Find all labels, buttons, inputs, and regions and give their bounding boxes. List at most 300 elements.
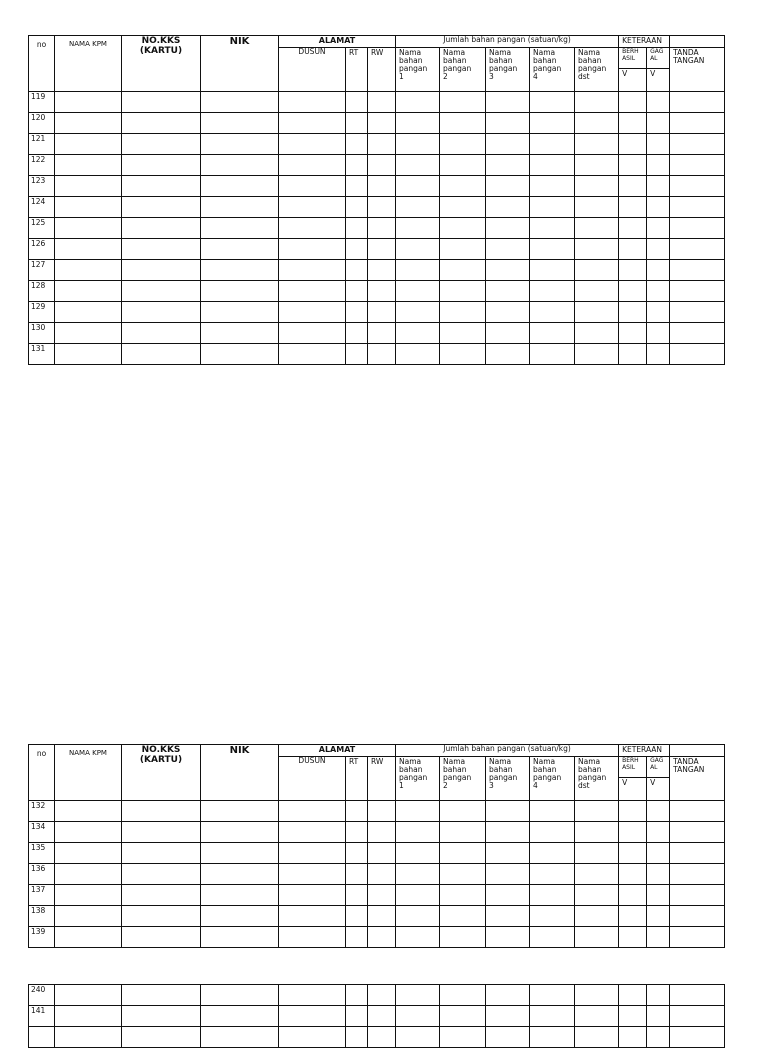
table-cell[interactable]	[346, 985, 368, 1006]
table-cell[interactable]	[575, 801, 619, 822]
table-cell[interactable]	[201, 113, 279, 134]
table-cell[interactable]	[486, 801, 530, 822]
table-cell[interactable]	[647, 155, 670, 176]
table-cell[interactable]	[619, 1027, 647, 1048]
table-cell[interactable]	[396, 260, 440, 281]
table-cell[interactable]	[670, 927, 725, 948]
table-cell[interactable]	[396, 1027, 440, 1048]
table-cell[interactable]	[530, 801, 575, 822]
table-cell[interactable]	[55, 176, 122, 197]
table-cell[interactable]	[670, 906, 725, 927]
table-cell[interactable]	[55, 344, 122, 365]
table-cell[interactable]	[368, 323, 396, 344]
table-cell[interactable]	[122, 302, 201, 323]
table-cell[interactable]	[368, 281, 396, 302]
table-cell[interactable]	[647, 134, 670, 155]
table-cell[interactable]	[55, 864, 122, 885]
table-cell[interactable]	[619, 323, 647, 344]
table-cell[interactable]	[55, 843, 122, 864]
table-cell[interactable]	[122, 323, 201, 344]
table-cell[interactable]	[122, 885, 201, 906]
table-cell[interactable]	[670, 985, 725, 1006]
table-cell[interactable]	[530, 927, 575, 948]
table-cell[interactable]	[346, 843, 368, 864]
table-cell[interactable]	[55, 927, 122, 948]
table-cell[interactable]	[201, 260, 279, 281]
table-cell[interactable]	[575, 302, 619, 323]
table-cell[interactable]	[486, 134, 530, 155]
table-cell[interactable]	[647, 113, 670, 134]
table-cell[interactable]	[396, 344, 440, 365]
table-cell[interactable]	[530, 906, 575, 927]
table-cell[interactable]	[279, 1027, 346, 1048]
table-cell[interactable]	[647, 885, 670, 906]
table-cell[interactable]	[346, 1027, 368, 1048]
table-cell[interactable]	[346, 864, 368, 885]
table-cell[interactable]	[575, 1006, 619, 1027]
table-cell[interactable]	[201, 302, 279, 323]
table-cell[interactable]	[346, 155, 368, 176]
table-cell[interactable]	[201, 134, 279, 155]
table-cell[interactable]	[486, 323, 530, 344]
table-cell[interactable]	[122, 155, 201, 176]
table-cell[interactable]	[530, 985, 575, 1006]
table-cell[interactable]	[201, 218, 279, 239]
table-cell[interactable]	[122, 260, 201, 281]
table-cell[interactable]	[619, 155, 647, 176]
table-cell[interactable]	[201, 344, 279, 365]
table-cell[interactable]	[619, 822, 647, 843]
table-cell[interactable]	[486, 843, 530, 864]
table-cell[interactable]	[440, 281, 486, 302]
table-cell[interactable]	[122, 281, 201, 302]
table-cell[interactable]	[575, 92, 619, 113]
table-cell[interactable]	[279, 134, 346, 155]
table-cell[interactable]	[201, 927, 279, 948]
table-cell[interactable]	[55, 281, 122, 302]
table-cell[interactable]	[647, 302, 670, 323]
table-cell[interactable]	[575, 344, 619, 365]
table-cell[interactable]	[440, 906, 486, 927]
table-cell[interactable]	[486, 864, 530, 885]
table-cell[interactable]	[368, 906, 396, 927]
table-cell[interactable]	[55, 1027, 122, 1048]
table-cell[interactable]	[670, 281, 725, 302]
table-cell[interactable]	[619, 239, 647, 260]
table-cell[interactable]	[486, 281, 530, 302]
table-cell[interactable]	[279, 218, 346, 239]
table-cell[interactable]	[201, 885, 279, 906]
table-cell[interactable]	[368, 985, 396, 1006]
table-cell[interactable]	[346, 134, 368, 155]
table-cell[interactable]	[440, 885, 486, 906]
table-cell[interactable]	[670, 885, 725, 906]
table-cell[interactable]	[122, 197, 201, 218]
table-cell[interactable]	[575, 239, 619, 260]
table-cell[interactable]	[575, 113, 619, 134]
table-cell[interactable]	[279, 985, 346, 1006]
table-cell[interactable]	[486, 218, 530, 239]
table-cell[interactable]	[55, 113, 122, 134]
table-cell[interactable]	[122, 176, 201, 197]
table-cell[interactable]	[486, 985, 530, 1006]
table-cell[interactable]	[346, 885, 368, 906]
table-cell[interactable]	[346, 239, 368, 260]
table-cell[interactable]	[396, 1006, 440, 1027]
table-cell[interactable]	[396, 155, 440, 176]
table-cell[interactable]	[396, 864, 440, 885]
table-cell[interactable]	[122, 1027, 201, 1048]
table-cell[interactable]	[440, 822, 486, 843]
table-cell[interactable]	[122, 92, 201, 113]
table-cell[interactable]	[346, 281, 368, 302]
table-cell[interactable]	[647, 1027, 670, 1048]
table-cell[interactable]	[647, 92, 670, 113]
table-cell[interactable]	[368, 92, 396, 113]
table-cell[interactable]	[530, 344, 575, 365]
table-cell[interactable]	[279, 155, 346, 176]
table-cell[interactable]	[530, 218, 575, 239]
table-cell[interactable]	[440, 864, 486, 885]
table-cell[interactable]	[368, 218, 396, 239]
table-cell[interactable]	[201, 864, 279, 885]
table-cell[interactable]	[575, 134, 619, 155]
table-cell[interactable]	[396, 176, 440, 197]
table-cell[interactable]	[575, 985, 619, 1006]
table-cell[interactable]	[122, 801, 201, 822]
table-cell[interactable]	[440, 1006, 486, 1027]
table-cell[interactable]	[530, 92, 575, 113]
table-cell[interactable]	[279, 260, 346, 281]
table-cell[interactable]	[619, 281, 647, 302]
table-cell[interactable]	[619, 906, 647, 927]
table-cell[interactable]	[440, 197, 486, 218]
table-cell[interactable]	[486, 906, 530, 927]
table-cell[interactable]	[279, 197, 346, 218]
table-cell[interactable]	[530, 134, 575, 155]
table-cell[interactable]	[619, 92, 647, 113]
table-cell[interactable]	[55, 218, 122, 239]
table-cell[interactable]	[122, 843, 201, 864]
table-cell[interactable]	[201, 323, 279, 344]
table-cell[interactable]	[619, 302, 647, 323]
table-cell[interactable]	[55, 155, 122, 176]
table-cell[interactable]	[486, 1006, 530, 1027]
table-cell[interactable]	[440, 927, 486, 948]
table-cell[interactable]	[486, 1027, 530, 1048]
table-cell[interactable]	[368, 113, 396, 134]
table-cell[interactable]	[530, 260, 575, 281]
table-cell[interactable]	[486, 113, 530, 134]
table-cell[interactable]	[346, 323, 368, 344]
table-cell[interactable]	[619, 864, 647, 885]
table-cell[interactable]	[530, 885, 575, 906]
table-cell[interactable]	[486, 302, 530, 323]
table-cell[interactable]	[122, 218, 201, 239]
table-cell[interactable]	[575, 822, 619, 843]
table-cell[interactable]	[647, 801, 670, 822]
table-cell[interactable]	[619, 197, 647, 218]
table-cell[interactable]	[619, 843, 647, 864]
table-cell[interactable]	[396, 239, 440, 260]
table-cell[interactable]	[647, 239, 670, 260]
table-cell[interactable]	[647, 281, 670, 302]
table-cell[interactable]	[486, 239, 530, 260]
table-cell[interactable]	[647, 1006, 670, 1027]
table-cell[interactable]	[530, 864, 575, 885]
table-cell[interactable]	[201, 801, 279, 822]
table-cell[interactable]	[530, 197, 575, 218]
table-cell[interactable]	[440, 344, 486, 365]
table-cell[interactable]	[201, 906, 279, 927]
table-cell[interactable]	[122, 822, 201, 843]
table-cell[interactable]	[346, 260, 368, 281]
table-cell[interactable]	[346, 822, 368, 843]
table-cell[interactable]	[647, 927, 670, 948]
table-cell[interactable]	[575, 864, 619, 885]
table-cell[interactable]	[122, 134, 201, 155]
table-cell[interactable]	[396, 302, 440, 323]
table-cell[interactable]	[647, 176, 670, 197]
table-cell[interactable]	[346, 927, 368, 948]
table-cell[interactable]	[396, 985, 440, 1006]
table-cell[interactable]	[440, 801, 486, 822]
table-cell[interactable]	[346, 197, 368, 218]
table-cell[interactable]	[55, 197, 122, 218]
table-cell[interactable]	[122, 927, 201, 948]
table-cell[interactable]	[440, 92, 486, 113]
table-cell[interactable]	[396, 218, 440, 239]
table-cell[interactable]	[201, 92, 279, 113]
table-cell[interactable]	[670, 1006, 725, 1027]
table-cell[interactable]	[440, 134, 486, 155]
table-cell[interactable]	[440, 985, 486, 1006]
table-cell[interactable]	[55, 801, 122, 822]
table-cell[interactable]	[55, 260, 122, 281]
table-cell[interactable]	[619, 260, 647, 281]
table-cell[interactable]	[368, 134, 396, 155]
table-cell[interactable]	[670, 155, 725, 176]
table-cell[interactable]	[670, 344, 725, 365]
table-cell[interactable]	[486, 822, 530, 843]
table-cell[interactable]	[440, 113, 486, 134]
table-cell[interactable]	[122, 113, 201, 134]
table-cell[interactable]	[530, 843, 575, 864]
table-cell[interactable]	[440, 1027, 486, 1048]
table-cell[interactable]	[279, 801, 346, 822]
table-cell[interactable]	[440, 218, 486, 239]
table-cell[interactable]	[670, 864, 725, 885]
table-cell[interactable]	[530, 239, 575, 260]
table-cell[interactable]	[279, 92, 346, 113]
table-cell[interactable]	[368, 302, 396, 323]
table-cell[interactable]	[55, 134, 122, 155]
table-cell[interactable]	[279, 113, 346, 134]
table-cell[interactable]	[530, 822, 575, 843]
table-cell[interactable]	[279, 176, 346, 197]
table-cell[interactable]	[346, 218, 368, 239]
table-cell[interactable]	[279, 302, 346, 323]
table-cell[interactable]	[201, 155, 279, 176]
table-cell[interactable]	[122, 239, 201, 260]
table-cell[interactable]	[55, 302, 122, 323]
table-cell[interactable]	[55, 92, 122, 113]
table-cell[interactable]	[368, 885, 396, 906]
table-cell[interactable]	[575, 176, 619, 197]
table-cell[interactable]	[201, 1006, 279, 1027]
table-cell[interactable]	[647, 822, 670, 843]
table-cell[interactable]	[670, 801, 725, 822]
table-cell[interactable]	[368, 801, 396, 822]
table-cell[interactable]	[440, 239, 486, 260]
table-cell[interactable]	[670, 843, 725, 864]
table-cell[interactable]	[575, 843, 619, 864]
table-cell[interactable]	[575, 155, 619, 176]
table-cell[interactable]	[486, 197, 530, 218]
table-cell[interactable]	[201, 176, 279, 197]
table-cell[interactable]	[619, 176, 647, 197]
table-cell[interactable]	[647, 344, 670, 365]
table-cell[interactable]	[619, 218, 647, 239]
table-cell[interactable]	[279, 843, 346, 864]
table-cell[interactable]	[440, 176, 486, 197]
table-cell[interactable]	[201, 239, 279, 260]
table-cell[interactable]	[670, 323, 725, 344]
table-cell[interactable]	[486, 260, 530, 281]
table-cell[interactable]	[346, 344, 368, 365]
table-cell[interactable]	[647, 864, 670, 885]
table-cell[interactable]	[486, 885, 530, 906]
table-cell[interactable]	[670, 218, 725, 239]
table-cell[interactable]	[279, 927, 346, 948]
table-cell[interactable]	[670, 260, 725, 281]
table-cell[interactable]	[575, 218, 619, 239]
table-cell[interactable]	[670, 113, 725, 134]
table-cell[interactable]	[55, 985, 122, 1006]
table-cell[interactable]	[670, 197, 725, 218]
table-cell[interactable]	[346, 906, 368, 927]
table-cell[interactable]	[440, 155, 486, 176]
table-cell[interactable]	[368, 864, 396, 885]
table-cell[interactable]	[530, 1027, 575, 1048]
table-cell[interactable]	[396, 801, 440, 822]
table-cell[interactable]	[440, 843, 486, 864]
table-cell[interactable]	[396, 92, 440, 113]
table-cell[interactable]	[486, 344, 530, 365]
table-cell[interactable]	[440, 260, 486, 281]
table-cell[interactable]	[368, 344, 396, 365]
table-cell[interactable]	[575, 281, 619, 302]
table-cell[interactable]	[279, 864, 346, 885]
table-cell[interactable]	[575, 260, 619, 281]
table-cell[interactable]	[670, 239, 725, 260]
table-cell[interactable]	[279, 239, 346, 260]
table-cell[interactable]	[647, 197, 670, 218]
table-cell[interactable]	[530, 1006, 575, 1027]
table-cell[interactable]	[368, 260, 396, 281]
table-cell[interactable]	[201, 843, 279, 864]
table-cell[interactable]	[530, 302, 575, 323]
table-cell[interactable]	[440, 302, 486, 323]
table-cell[interactable]	[396, 906, 440, 927]
table-cell[interactable]	[670, 92, 725, 113]
table-cell[interactable]	[647, 843, 670, 864]
table-cell[interactable]	[619, 801, 647, 822]
table-cell[interactable]	[55, 239, 122, 260]
table-cell[interactable]	[619, 344, 647, 365]
table-cell[interactable]	[396, 927, 440, 948]
table-cell[interactable]	[575, 1027, 619, 1048]
table-cell[interactable]	[55, 906, 122, 927]
table-cell[interactable]	[670, 134, 725, 155]
table-cell[interactable]	[368, 155, 396, 176]
table-cell[interactable]	[530, 281, 575, 302]
table-cell[interactable]	[201, 197, 279, 218]
table-cell[interactable]	[396, 822, 440, 843]
table-cell[interactable]	[279, 344, 346, 365]
table-cell[interactable]	[670, 176, 725, 197]
table-cell[interactable]	[279, 822, 346, 843]
table-cell[interactable]	[647, 985, 670, 1006]
table-cell[interactable]	[530, 323, 575, 344]
table-cell[interactable]	[619, 134, 647, 155]
table-cell[interactable]	[122, 985, 201, 1006]
table-cell[interactable]	[346, 113, 368, 134]
table-cell[interactable]	[279, 281, 346, 302]
table-cell[interactable]	[619, 1006, 647, 1027]
table-cell[interactable]	[122, 344, 201, 365]
table-cell[interactable]	[396, 134, 440, 155]
table-cell[interactable]	[396, 113, 440, 134]
table-cell[interactable]	[396, 281, 440, 302]
table-cell[interactable]	[279, 885, 346, 906]
table-cell[interactable]	[122, 1006, 201, 1027]
table-cell[interactable]	[670, 1027, 725, 1048]
table-cell[interactable]	[201, 281, 279, 302]
table-cell[interactable]	[346, 801, 368, 822]
table-cell[interactable]	[647, 323, 670, 344]
table-cell[interactable]	[368, 1006, 396, 1027]
table-cell[interactable]	[201, 1027, 279, 1048]
table-cell[interactable]	[368, 176, 396, 197]
table-cell[interactable]	[619, 885, 647, 906]
table-cell[interactable]	[647, 260, 670, 281]
table-cell[interactable]	[647, 906, 670, 927]
table-cell[interactable]	[55, 822, 122, 843]
table-cell[interactable]	[368, 239, 396, 260]
table-cell[interactable]	[346, 302, 368, 323]
table-cell[interactable]	[486, 927, 530, 948]
table-cell[interactable]	[486, 92, 530, 113]
table-cell[interactable]	[122, 864, 201, 885]
table-cell[interactable]	[201, 822, 279, 843]
table-cell[interactable]	[279, 1006, 346, 1027]
table-cell[interactable]	[575, 906, 619, 927]
table-cell[interactable]	[346, 176, 368, 197]
table-cell[interactable]	[368, 1027, 396, 1048]
table-cell[interactable]	[201, 985, 279, 1006]
table-cell[interactable]	[619, 113, 647, 134]
table-cell[interactable]	[575, 927, 619, 948]
table-cell[interactable]	[368, 843, 396, 864]
table-cell[interactable]	[346, 92, 368, 113]
table-cell[interactable]	[670, 302, 725, 323]
table-cell[interactable]	[122, 906, 201, 927]
table-cell[interactable]	[575, 885, 619, 906]
table-cell[interactable]	[486, 155, 530, 176]
table-cell[interactable]	[619, 927, 647, 948]
table-cell[interactable]	[670, 822, 725, 843]
